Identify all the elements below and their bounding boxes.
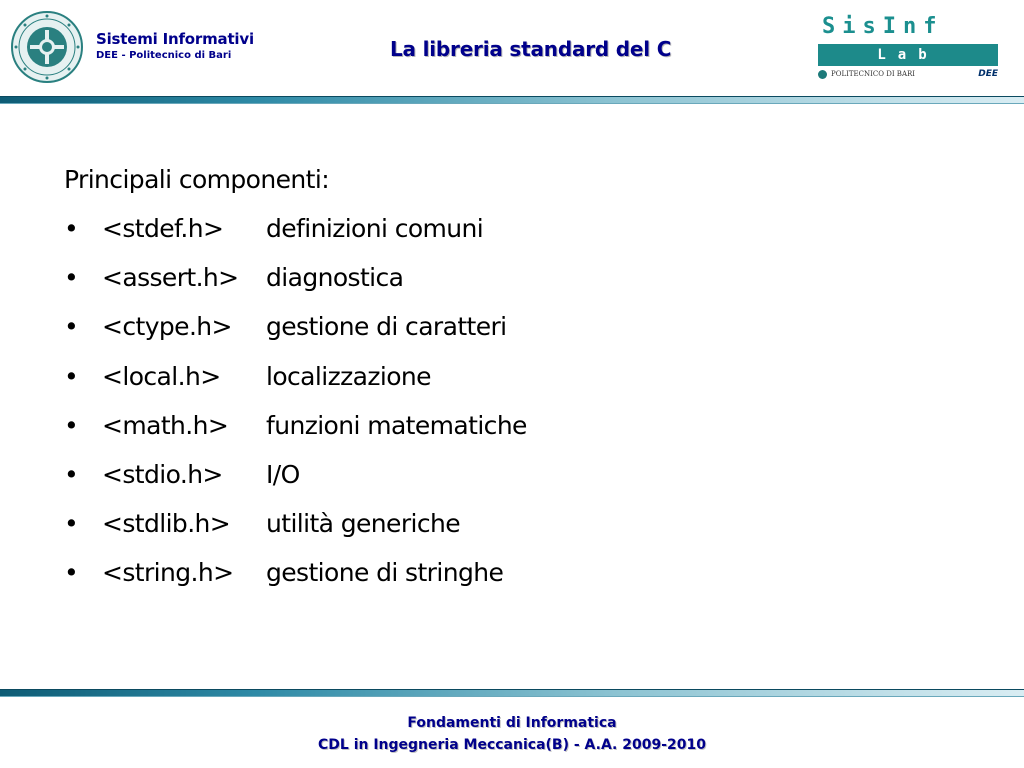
dee-label: DEE — [978, 69, 998, 79]
institution-name: Sistemi Informativi — [96, 30, 254, 48]
header-file-name: <assert.h> — [102, 263, 239, 293]
bullet-icon: • — [64, 558, 79, 588]
header-description: I/O — [266, 459, 300, 489]
intro-text: Principali componenti: — [64, 165, 330, 194]
header-description: definizioni comuni — [266, 214, 484, 243]
header-description: utilità generiche — [266, 509, 461, 539]
bullet-icon: • — [64, 263, 79, 293]
header-description: gestione di stringhe — [266, 558, 504, 588]
list-item — [64, 209, 527, 258]
list-item — [64, 357, 527, 406]
course-details: CDL in Ingegneria Meccanica(B) - A.A. 2009-2010 — [318, 737, 706, 753]
bullet-icon: • — [64, 361, 79, 391]
politecnico-label: POLITECNICO DI BARI — [831, 70, 916, 78]
mini-seal-icon — [818, 70, 827, 79]
footer-divider — [0, 689, 1024, 697]
list-item — [64, 553, 527, 602]
component-list — [64, 209, 527, 603]
slide-title: La libreria standard del C — [390, 37, 672, 61]
lab-logo-top-text: SisInf — [822, 14, 944, 39]
bullet-icon: • — [64, 509, 79, 539]
bullet-icon: • — [64, 459, 79, 489]
lab-logo-bar-text: Lab — [818, 44, 998, 66]
header-divider — [0, 96, 1024, 104]
header-file-name: <stdio.h> — [102, 459, 223, 489]
bullet-icon: • — [64, 214, 79, 243]
politecnico-seal-logo — [10, 10, 84, 84]
list-item — [64, 258, 527, 307]
header-file-name: <stdlib.h> — [102, 509, 231, 539]
sisinf-lab-logo — [818, 14, 998, 82]
slide-content — [64, 160, 527, 603]
header-file-name: <local.h> — [102, 361, 221, 391]
list-item — [64, 307, 527, 356]
header-file-name: <stdef.h> — [102, 214, 224, 243]
bullet-icon: • — [64, 312, 79, 342]
header-description: diagnostica — [266, 263, 404, 293]
lab-logo-footer — [818, 69, 998, 79]
course-name: Fondamenti di Informatica — [407, 715, 617, 731]
header-file-name: <string.h> — [102, 558, 234, 588]
header-description: gestione di caratteri — [266, 312, 507, 342]
header-description: localizzazione — [266, 361, 431, 391]
institution-block — [96, 30, 254, 61]
list-item — [64, 504, 527, 553]
slide-footer — [0, 712, 1024, 756]
lab-logo-politecnico — [818, 70, 915, 79]
header-file-name: <ctype.h> — [102, 312, 232, 342]
institution-subtitle: DEE - Politecnico di Bari — [96, 50, 232, 61]
bullet-icon: • — [64, 410, 79, 440]
list-item — [64, 406, 527, 455]
header-file-name: <math.h> — [102, 410, 229, 440]
header-description: funzioni matematiche — [266, 410, 527, 440]
list-item — [64, 455, 527, 504]
